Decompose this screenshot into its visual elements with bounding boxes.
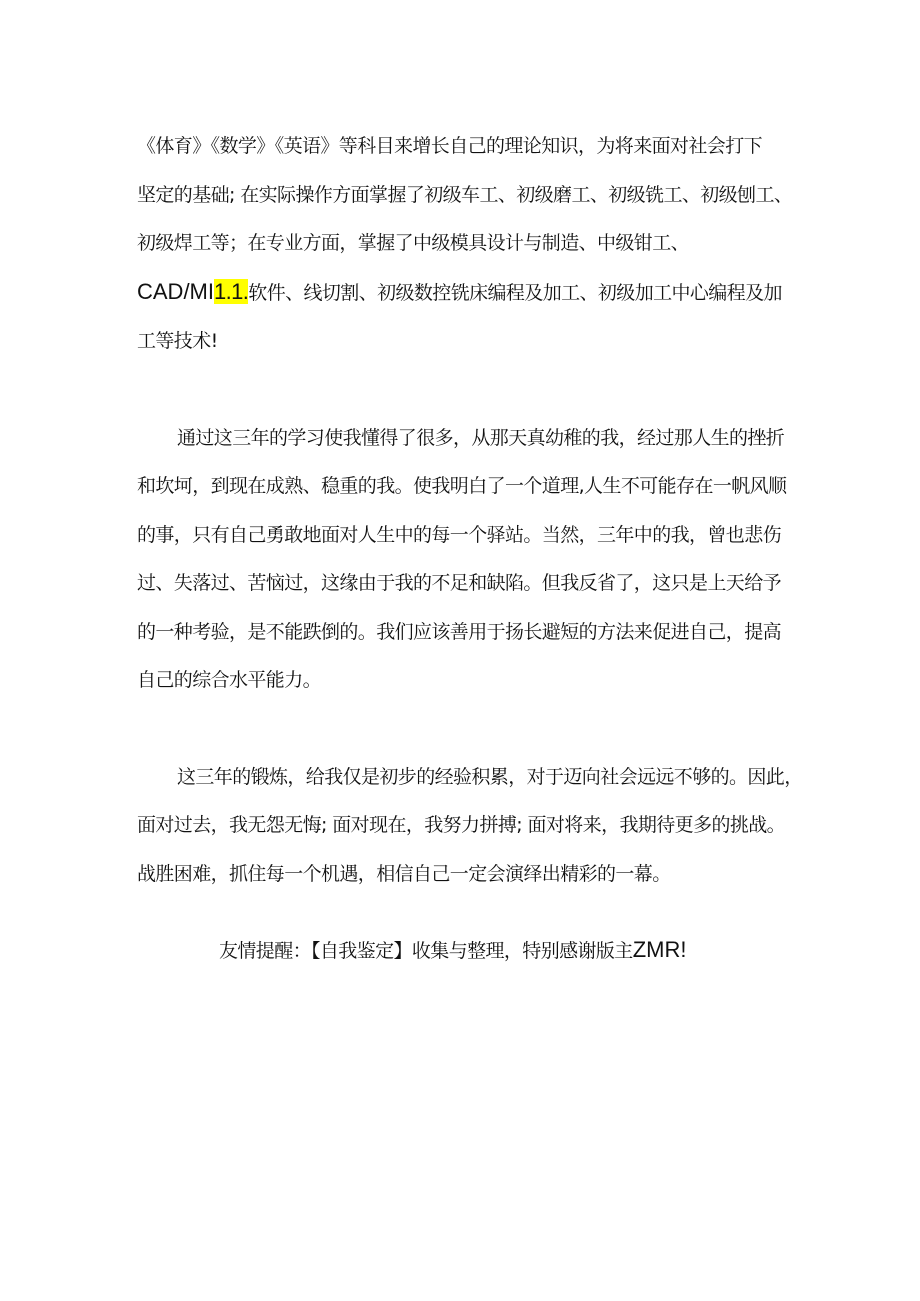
paragraph-outlook [137,753,803,899]
paragraph-line: 战胜困难，抓住每一个机遇，相信自己一定会演绎出精彩的一幕。 [137,862,671,885]
paragraph-line: 和坎坷，到现在成熟、稳重的我。使我明白了一个道理,人生不可能存在一帆风顺 [137,475,787,497]
paragraph-line: 《体育》《数学》《英语》等科目来增长自己的理论知识，为将来面对社会打下 [137,135,763,157]
document-page [137,122,803,975]
paragraph-line: 通过这三年的学习使我懂得了很多，从那天真幼稚的我，经过那人生的挫折 [177,426,785,449]
footer-signature: ZMR! [632,937,687,962]
footer-note [137,926,787,975]
paragraph-line-software [137,268,787,318]
paragraph-line: 初级焊工等；在专业方面，掌握了中级模具设计与制造、中级钳工、 [137,232,690,254]
paragraph-line: 工等技术! [137,330,218,352]
paragraph-line: 的一种考验，是不能跌倒的。我们应该善用于扬长避短的方法来促进自己，提高 [137,620,782,643]
paragraph-line: 这三年的锻炼，给我仅是初步的经验积累，对于迈向社会远远不够的。因此， [177,765,803,788]
paragraph-line: 面对过去，我无怨无悔; 面对现在，我努力拼搏; 面对将来，我期待更多的挑战。 [137,814,786,836]
paragraph-skills [137,122,793,366]
software-text: 软件、线切割、初级数控铣床编程及加工、初级加工中心编程及加 [248,281,782,304]
footer-note-text: 友情提醒：【自我鉴定】收集与整理，特别感谢版主 [219,940,633,962]
paragraph-line: 自己的综合水平能力。 [137,669,322,691]
highlighted-text: 1.1. [214,278,249,304]
paragraph-line: 过、失落过、苦恼过，这缘由于我的不足和缺陷。但我反省了，这只是上天给予 [137,572,782,594]
paragraph-line: 坚定的基础; 在实际操作方面掌握了初级车工、初级磨工、初级铣工、初级刨工、 [137,183,793,206]
paragraph-growth [137,414,787,705]
cad-text: CAD/MI [137,278,214,304]
paragraph-line: 的事，只有自己勇敢地面对人生中的每一个驿站。当然，三年中的我，曾也悲伤 [137,523,782,546]
